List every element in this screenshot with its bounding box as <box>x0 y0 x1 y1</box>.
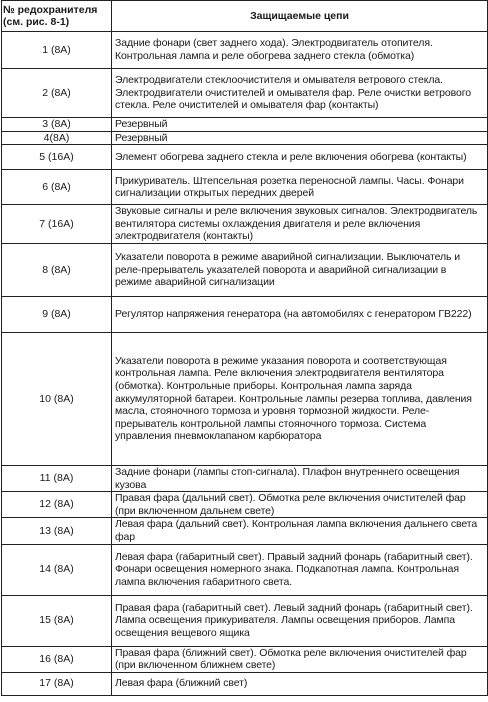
fuse-table <box>1 0 488 696</box>
protected-circuits-cell: Левая фара (дальний свет). Контрольная лампа включения дальнего света фар <box>112 518 488 544</box>
fuse-number-cell: 2 (8А) <box>2 69 112 118</box>
protected-circuits-cell: Правая фара (ближний свет). Обмотка реле включения очистителей фар (при включенном ближнем свете) <box>112 646 488 672</box>
protected-circuits-cell: Левая фара (ближний свет) <box>112 672 488 695</box>
table-row <box>2 492 488 518</box>
table-row <box>2 518 488 544</box>
table-row <box>2 170 488 205</box>
protected-circuits-cell: Резервный <box>112 118 488 132</box>
table-row <box>2 595 488 646</box>
protected-circuits-cell: Прикуриватель. Штепсельная розетка переносной лампы. Часы. Фонари сигнализации открытых передних дверей <box>112 170 488 205</box>
table-row <box>2 243 488 296</box>
table-row <box>2 646 488 672</box>
protected-circuits-cell: Регулятор напряжения генератора (на автомобилях с генератором ГВ222) <box>112 296 488 332</box>
fuse-number-header-line1: № редохранителя <box>3 4 98 16</box>
protected-circuits-cell: Правая фара (дальний свет). Обмотка реле включения очистителей фар (при включенном дальнем свете) <box>112 492 488 518</box>
protected-circuits-cell: Резервный <box>112 131 488 145</box>
table-row <box>2 544 488 595</box>
table-row <box>2 465 488 491</box>
table-row <box>2 145 488 170</box>
fuse-number-header-line2: (см. рис. 8-1) <box>3 16 70 28</box>
table-row <box>2 205 488 244</box>
fuse-number-cell: 8 (8А) <box>2 243 112 296</box>
table-row <box>2 131 488 145</box>
fuse-number-cell: 4(8А) <box>2 131 112 145</box>
protected-circuits-cell: Указатели поворота в режиме аварийной сигнализации. Выключатель и реле-прерыватель указателей поворота и аварийной сигнализации в режиме аварийной сигнализации <box>112 243 488 296</box>
table-row <box>2 118 488 132</box>
protected-circuits-cell: Задние фонари (свет заднего хода). Электродвигатель отопителя. Контрольная лампа и реле обогрева заднего стекла (обмотка) <box>112 32 488 69</box>
fuse-number-cell: 10 (8А) <box>2 332 112 465</box>
fuse-number-cell: 14 (8А) <box>2 544 112 595</box>
fuse-number-cell: 15 (8А) <box>2 595 112 646</box>
table-header-row <box>2 1 488 32</box>
protected-circuits-cell: Указатели поворота в режиме указания поворота и соответствующая контрольная лампа. Реле включения электродвигателя вентилятора (обмотка). Контрольные приборы. Контрольная лампа заряда аккумуляторной батареи. Контрольные лампы резерва топлива, давления масла, стояночного тормоза и уровня тормозной жидкости. Реле-прерыватель контрольной лампы стояночного тормоза. Система управления пневмоклапаном карбюратора <box>112 332 488 465</box>
protected-circuits-cell: Правая фара (габаритный свет). Левый задний фонарь (габаритный свет). Лампа освещения прикуривателя. Лампы освещения приборов. Лампа освещения вещевого ящика <box>112 595 488 646</box>
fuse-number-cell: 1 (8А) <box>2 32 112 69</box>
table-row <box>2 32 488 69</box>
fuse-number-cell: 5 (16А) <box>2 145 112 170</box>
fuse-number-cell: 9 (8А) <box>2 296 112 332</box>
protected-circuits-cell: Задние фонари (лампы стоп-сигнала). Плафон внутреннего освещения кузова <box>112 465 488 491</box>
fuse-number-cell: 13 (8А) <box>2 518 112 544</box>
fuse-number-cell: 6 (8А) <box>2 170 112 205</box>
fuse-number-cell: 16 (8А) <box>2 646 112 672</box>
circuits-header: Защищаемые цепи <box>112 1 488 32</box>
fuse-number-cell: 3 (8А) <box>2 118 112 132</box>
fuse-number-header <box>2 1 112 32</box>
fuse-number-cell: 12 (8А) <box>2 492 112 518</box>
protected-circuits-cell: Левая фара (габаритный свет). Правый задний фонарь (габаритный свет). Фонари освещения номерного знака. Подкапотная лампа. Контрольная лампа включения габаритного света. <box>112 544 488 595</box>
protected-circuits-cell: Элемент обогрева заднего стекла и реле включения обогрева (контакты) <box>112 145 488 170</box>
table-row <box>2 69 488 118</box>
table-row <box>2 296 488 332</box>
table-row <box>2 332 488 465</box>
protected-circuits-cell: Звуковые сигналы и реле включения звуковых сигналов. Электродвигатель вентилятора системы охлаждения двигателя и реле включения электродвигателя (контакты) <box>112 205 488 244</box>
fuse-number-cell: 7 (16А) <box>2 205 112 244</box>
table-row <box>2 672 488 695</box>
fuse-number-cell: 11 (8А) <box>2 465 112 491</box>
protected-circuits-cell: Электродвигатели стеклоочистителя и омывателя ветрового стекла. Электродвигатели очистителей и омывателя фар. Реле очистки ветрового стекла. Реле очистителей и омывателя фар (контакты) <box>112 69 488 118</box>
fuse-number-cell: 17 (8А) <box>2 672 112 695</box>
